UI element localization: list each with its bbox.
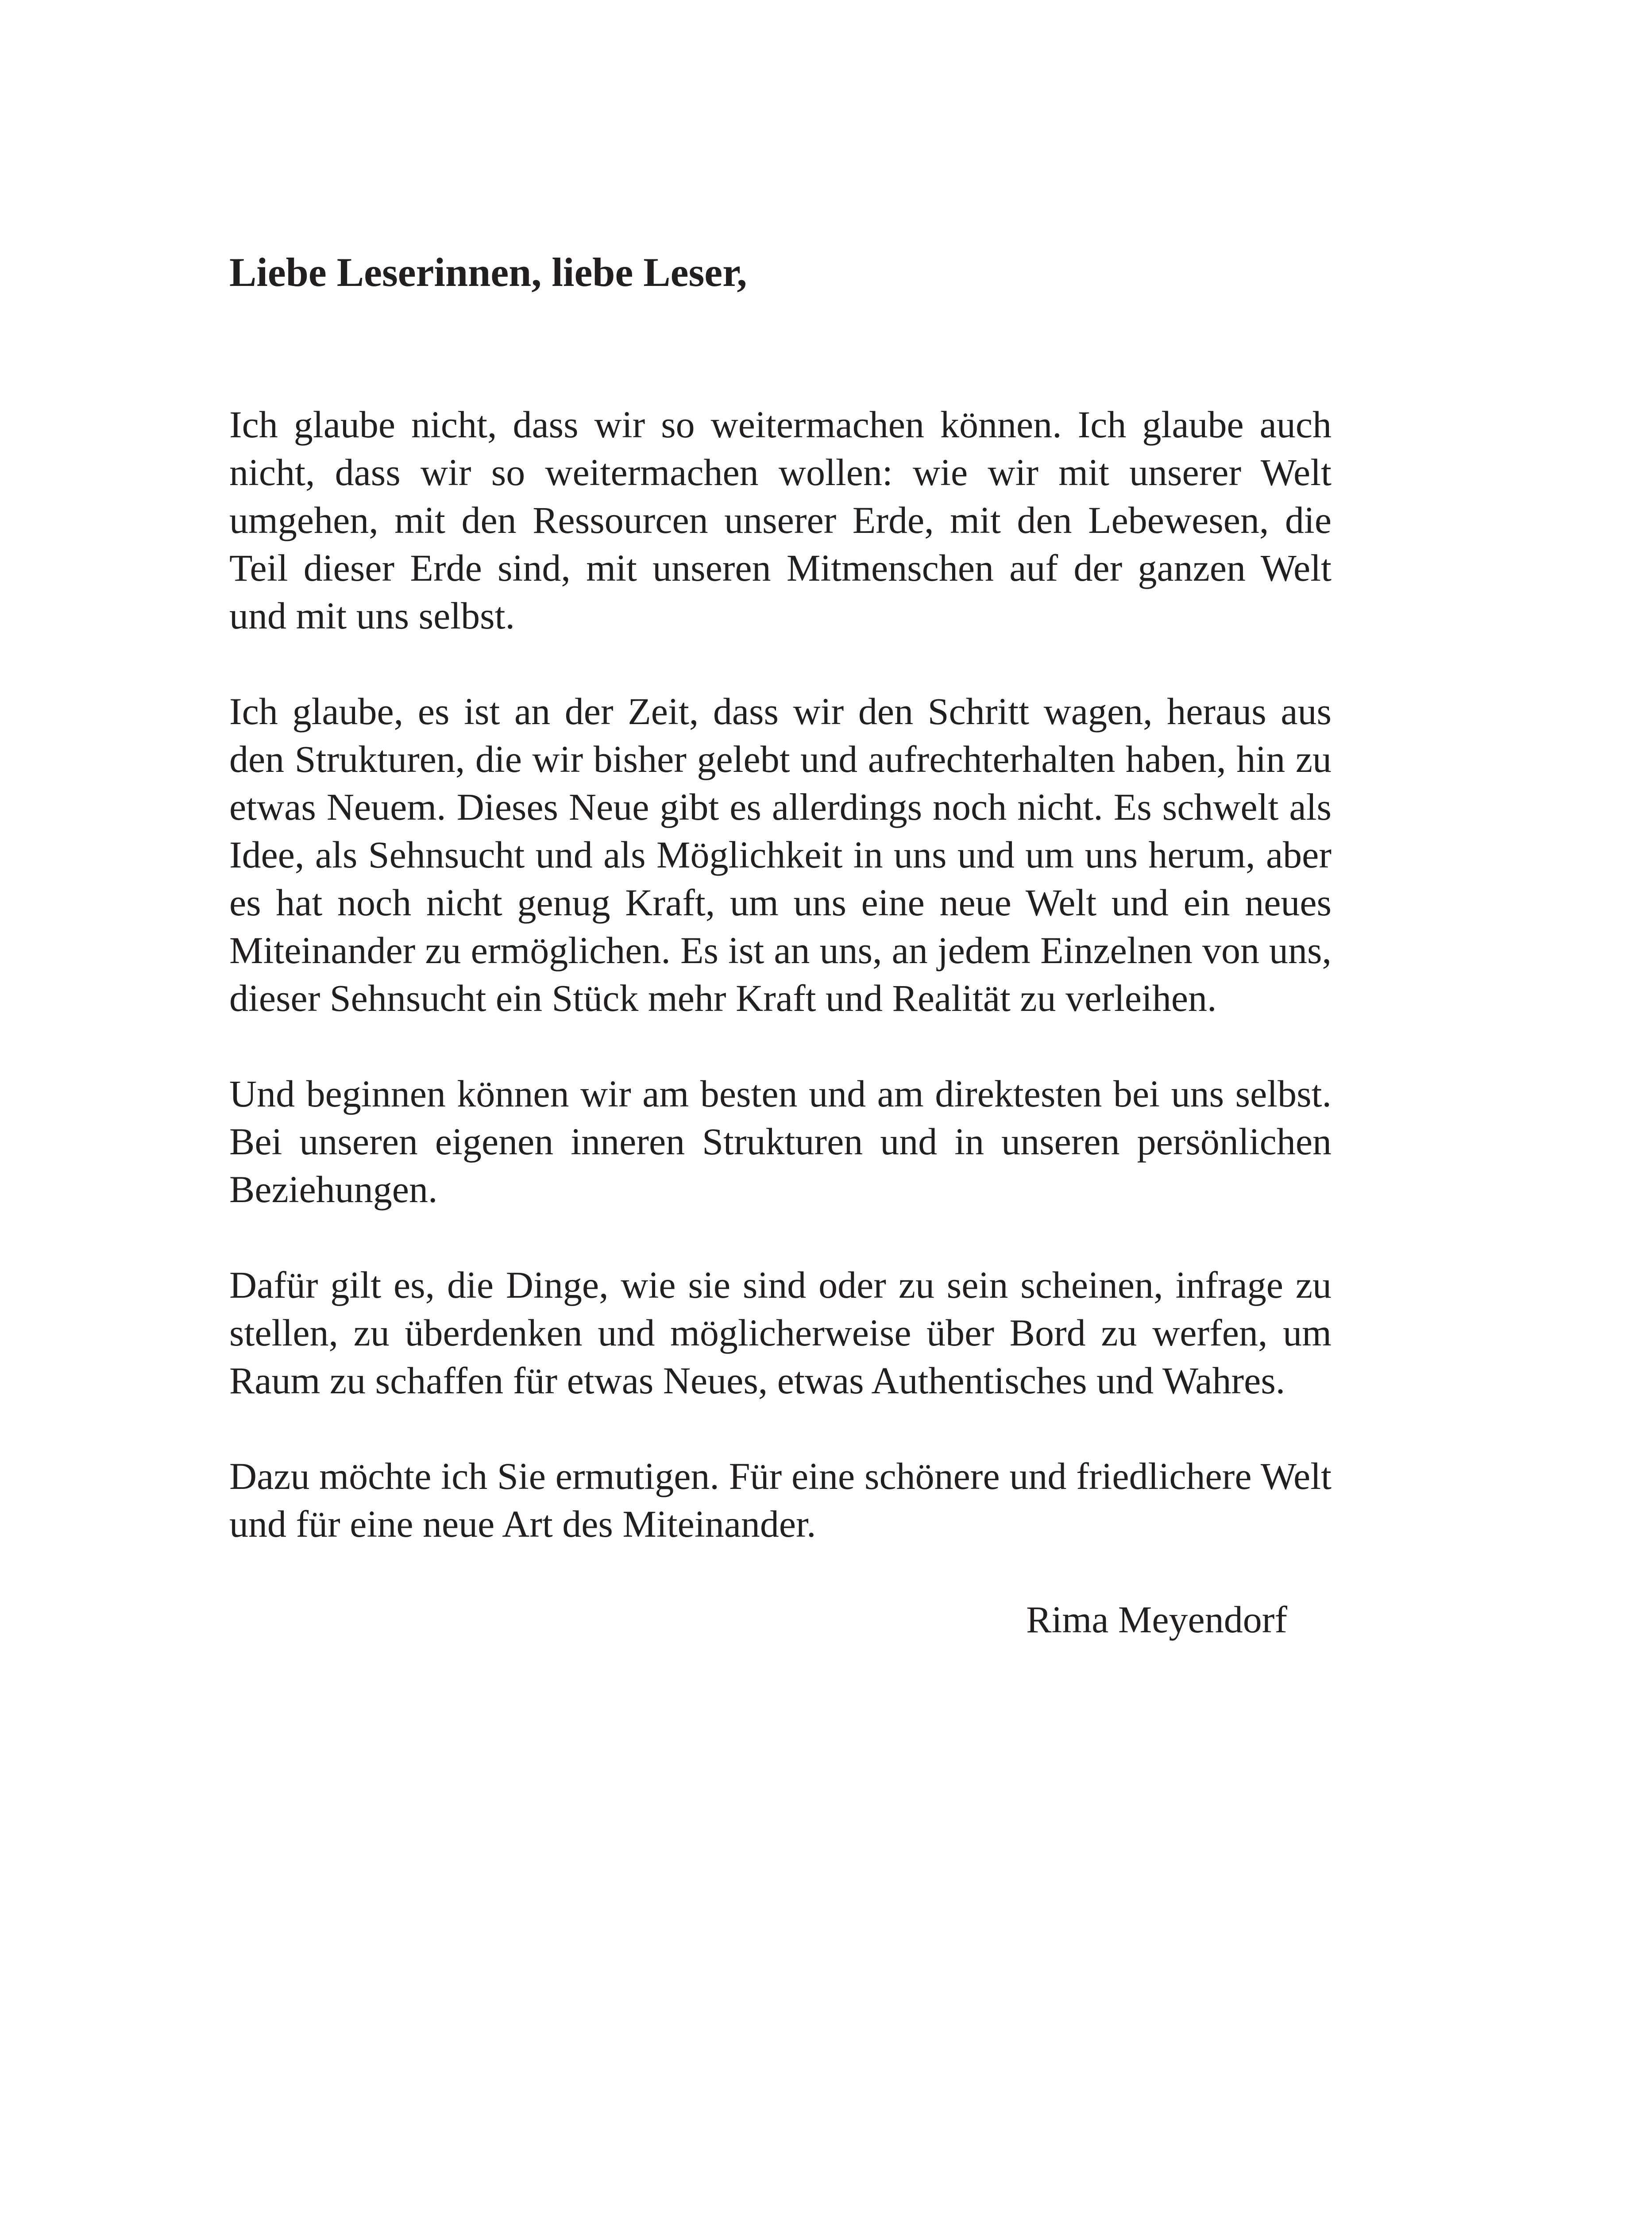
letter-body xyxy=(229,248,1332,1643)
letter-paragraph-5: Dazu möchte ich Sie ermutigen. Für eine schönere und friedlichere Welt und für eine neue Art des Miteinander. xyxy=(229,1455,1332,1546)
letter-paragraph-2: Ich glaube, es ist an der Zeit, dass wir den Schritt wagen, heraus aus den Strukturen, die wir bisher gelebt und aufrechterhalten haben, hin zu etwas Neuem. Dieses Neue gibt es allerdings noch nicht. Es schwelt als Idee, als Sehnsucht und als Möglichkeit in uns und um uns herum, aber es hat noch nicht genug Kraft, um uns eine neue Welt und ein neues Miteinander zu ermöglichen. Es ist an uns, an jedem Einzelnen von uns, dieser Sehnsucht ein Stück mehr Kraft und Realität zu verleihen. xyxy=(229,690,1332,1020)
letter-paragraph-4: Dafür gilt es, die Dinge, wie sie sind oder zu sein scheinen, infrage zu stellen, zu überdenken und möglicherweise über Bord zu werfen, um Raum zu schaffen für etwas Neues, etwas Authentisches und Wahres. xyxy=(229,1264,1332,1402)
letter-paragraph-3: Und beginnen können wir am besten und am direktesten bei uns selbst. Bei unseren eigenen inneren Strukturen und in unseren persönlichen Beziehungen. xyxy=(229,1072,1332,1211)
letter-greeting: Liebe Leserinnen, liebe Leser, xyxy=(229,250,747,295)
letter-paragraph-1: Ich glaube nicht, dass wir so weitermachen können. Ich glaube auch nicht, dass wir so weitermachen wollen: wie wir mit unserer Welt umgehen, mit den Ressourcen unserer Erde, mit den Lebewesen, die Teil dieser Erde sind, mit unseren Mitmenschen auf der ganzen Welt und mit uns selbst. xyxy=(229,403,1332,637)
letter-signature: Rima Meyendorf xyxy=(1026,1598,1287,1641)
